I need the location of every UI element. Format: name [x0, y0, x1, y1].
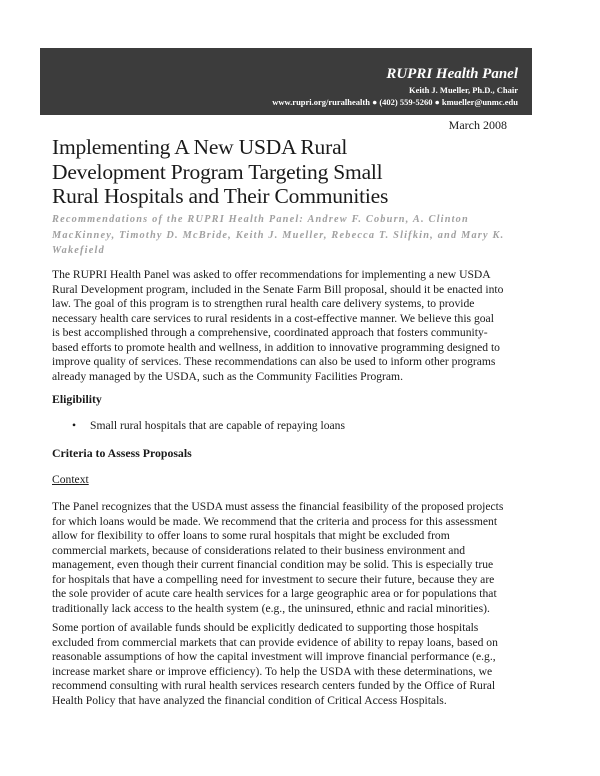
document-subtitle — [52, 212, 552, 259]
text-line: commercial markets, because of considerations related to their business environment and — [52, 543, 466, 557]
title-line: Implementing A New USDA Rural — [52, 135, 348, 159]
text-line: for which loans would be made. We recommend that the criteria and process for this assessment — [52, 514, 498, 528]
text-line: allow for flexibility to offer loans to some rural hospitals that might be excluded from — [52, 529, 450, 542]
contact-info: www.rupri.org/ruralhealth ● (402) 559-5260 ● kmueller@unmc.edu — [272, 97, 518, 107]
panel-name: RUPRI Health Panel — [386, 66, 518, 82]
text-line: is best accomplished through a comprehensive, coordinated approach that fosters community- — [52, 326, 488, 339]
criteria-heading: Criteria to Assess Proposals — [52, 446, 192, 460]
title-line: Development Program Targeting Small — [52, 159, 383, 184]
text-line: law. The goal of this program is to strengthen rural health care delivery systems, to provide — [52, 297, 475, 310]
text-line: reasonable assumptions of how the capital investment will improve financial performance (e.g., — [52, 650, 496, 663]
text-line: necessary health care services to rural residents in a cost-effective manner. We believe this goal — [52, 311, 494, 325]
text-line: Rural Development program, included in the Senate Farm Bill proposal, should it be enacted into — [52, 282, 504, 296]
text-line: The RUPRI Health Panel was asked to offer recommendations for implementing a new USDA — [52, 268, 491, 281]
text-line: for hospitals that have a compelling need for investment to secure their future, because they are — [52, 572, 495, 586]
subtitle-line: MacKinney, Timothy D. McBride, Keith J. Mueller, Rebecca T. Slifkin, and Mary K. — [52, 229, 505, 241]
text-line: based efforts to promote health and wellness, in addition to innovative programming designed to — [52, 340, 500, 354]
text-line: management, even though their current financial condition may be solid. This is especially true — [52, 558, 494, 571]
subtitle-line: Recommendations of the RUPRI Health Panel: Andrew F. Coburn, A. Clinton — [52, 214, 469, 225]
text-line: already managed by the USDA, such as the Community Facilities Program. — [52, 369, 403, 383]
document-title — [52, 135, 552, 209]
title-line: Rural Hospitals and Their Communities — [52, 184, 389, 208]
publication-date: March 2008 — [448, 118, 507, 132]
subtitle-line: Wakefield — [52, 245, 105, 256]
text-line: excluded from commercial markets that can provide evidence of ability to repay loans, based on — [52, 635, 498, 649]
header-banner — [40, 48, 532, 115]
bullet-icon: • — [72, 419, 77, 432]
eligibility-bullet — [72, 419, 345, 432]
text-line: increase market share or improve efficiency). To help the USDA with these determinations, we — [52, 664, 493, 678]
text-line: improve quality of services. These recommendations can also be used to inform other programs — [52, 355, 496, 368]
context-subheading: Context — [52, 473, 89, 486]
text-line: the sole provider of acute care health services for a large geographic area or for populations that — [52, 587, 497, 600]
intro-paragraph — [52, 268, 542, 384]
text-line: The Panel recognizes that the USDA must assess the financial feasibility of the proposed projects — [52, 500, 504, 513]
eligibility-heading: Eligibility — [52, 392, 102, 406]
text-line: traditionally lack access to the health system (e.g., the uninsured, ethnic and racial minorities). — [52, 601, 490, 615]
context-paragraph-1 — [52, 500, 542, 616]
text-line: Some portion of available funds should be explicitly dedicated to supporting those hospitals — [52, 621, 479, 634]
text-line: Health Policy that have analyzed the financial condition of Critical Access Hospitals. — [52, 693, 447, 707]
bullet-text: Small rural hospitals that are capable of repaying loans — [90, 419, 345, 432]
text-line: recommend consulting with rural health services research centers funded by the Office of Rural — [52, 679, 496, 692]
context-paragraph-2 — [52, 621, 542, 708]
panel-chair: Keith J. Mueller, Ph.D., Chair — [409, 85, 518, 95]
